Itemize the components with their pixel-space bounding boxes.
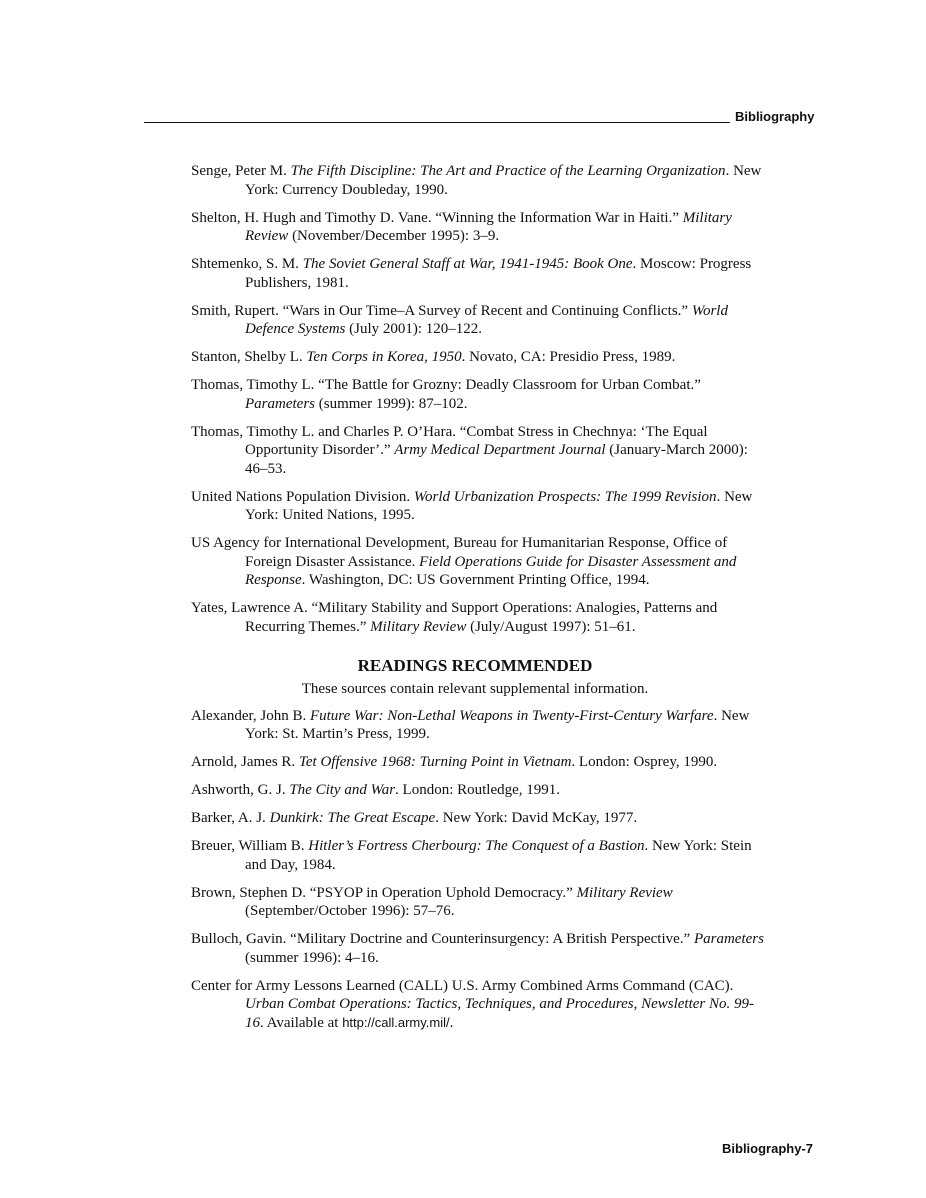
entry-title: World Urbanization Prospects: The 1999 Revision <box>413 488 717 505</box>
bibliography-entry <box>191 809 771 828</box>
bibliography-entry <box>191 376 771 413</box>
bibliography-entry <box>191 423 771 479</box>
header-rule <box>144 122 730 123</box>
bibliography-entry <box>191 488 771 525</box>
bibliography-entry <box>191 348 771 367</box>
entry-text: . New York: Stein and Day, 1984. <box>245 838 752 873</box>
entry-title: Parameters <box>693 931 764 947</box>
entry-text: . New York: United Nations, 1995. <box>245 488 753 523</box>
entry-title: Parameters <box>245 395 315 412</box>
entry-text: Yates, Lawrence A. “Military Stability and Support Operations: Analogies, Patterns and Recurring Themes.” <box>191 600 718 635</box>
entry-text: United Nations Population Division. <box>191 488 414 505</box>
entry-text: . Available at <box>260 1014 343 1031</box>
entry-text: (July/August 1997): 51–61. <box>466 618 636 635</box>
entry-text: . Washington, DC: US Government Printing Office, 1994. <box>301 572 650 588</box>
entry-text: Brown, Stephen D. “PSYOP in Operation Uphold Democracy.” <box>191 884 577 901</box>
running-header: Bibliography <box>735 109 815 124</box>
entry-text: Bulloch, Gavin. “Military Doctrine and Counterinsurgency: A British Perspective.” <box>191 931 694 947</box>
entry-text: Arnold, James R. <box>191 754 299 770</box>
entry-text: . New York: David McKay, 1977. <box>435 810 638 826</box>
entry-url[interactable]: http://call.army.mil/ <box>342 1014 450 1030</box>
entry-title: Ten Corps in Korea, 1950 <box>306 349 462 365</box>
entry-text: Smith, Rupert. “Wars in Our Time–A Survey of Recent and Continuing Conflicts.” <box>191 302 692 319</box>
entry-text: (November/December 1995): 3–9. <box>288 228 500 244</box>
entry-title: Military Review <box>370 618 467 635</box>
bibliography-entry <box>191 930 771 967</box>
entry-title: Military Review <box>576 884 673 901</box>
entry-text: Thomas, Timothy L. and Charles P. O’Hara. “Combat Stress in Chechnya: ‘The Equal Opportunity Disorder’.” <box>191 423 708 458</box>
entry-text: . London: Routledge, 1991. <box>395 782 561 798</box>
bibliography-entry <box>191 302 771 339</box>
section-heading: READINGS RECOMMENDED <box>357 656 593 675</box>
bibliography-entry <box>191 255 771 292</box>
entry-title: Military Review <box>245 209 732 244</box>
entry-title: Urban Combat Operations: Tactics, Techniques, and Procedures, Newsletter No. 99-16 <box>245 996 755 1031</box>
entry-text: (January-March 2000): 46–53. <box>245 442 748 477</box>
entry-text: (summer 1999): 87–102. <box>315 395 468 412</box>
entry-text: Stanton, Shelby L. <box>191 349 307 365</box>
entry-text: Shtemenko, S. M. <box>191 256 303 272</box>
bibliography-entry <box>191 753 771 772</box>
entry-title: Tet Offensive 1968: Turning Point in Vietnam <box>298 754 572 770</box>
entry-text: (summer 1996): 4–16. <box>245 949 379 966</box>
entry-text: (September/October 1996): 57–76. <box>245 903 455 919</box>
entry-text: Breuer, William B. <box>191 838 309 854</box>
entry-text: Alexander, John B. <box>191 707 310 724</box>
bibliography-entry <box>191 977 771 1033</box>
bibliography-entry <box>191 599 771 636</box>
entry-text: Thomas, Timothy L. “The Battle for Grozny: Deadly Classroom for Urban Combat.” <box>191 377 701 393</box>
entry-title: Army Medical Department Journal <box>394 442 606 458</box>
entry-title: The City and War <box>289 782 396 798</box>
bibliography-entry <box>191 534 771 590</box>
entry-text: . Moscow: Progress Publishers, 1981. <box>245 256 752 291</box>
entry-title: Dunkirk: The Great Escape <box>269 810 436 826</box>
entry-text: Center for Army Lessons Learned (CALL) U.S. Army Combined Arms Command (CAC). <box>191 977 734 994</box>
bibliography-entry <box>191 162 771 199</box>
entry-text: . New York: Currency Doubleday, 1990. <box>245 163 762 198</box>
entry-text: . <box>449 1014 454 1031</box>
bibliography-entry <box>191 837 771 874</box>
page-number: Bibliography-7 <box>722 1141 814 1156</box>
entry-title: Future War: Non-Lethal Weapons in Twenty-First-Century Warfare <box>309 707 714 724</box>
entry-title: The Soviet General Staff at War, 1941-1945: Book One <box>302 256 633 272</box>
entry-text: Ashworth, G. J. <box>191 782 290 798</box>
entry-text: Shelton, H. Hugh and Timothy D. Vane. “Winning the Information War in Haiti.” <box>191 209 683 226</box>
entry-text: . Novato, CA: Presidio Press, 1989. <box>461 349 676 365</box>
bibliography-entry <box>191 209 771 246</box>
entry-text: . London: Osprey, 1990. <box>571 754 718 770</box>
entry-title: Field Operations Guide for Disaster Assessment and Response <box>245 553 737 588</box>
entry-text: Barker, A. J. <box>191 810 270 826</box>
entry-text: US Agency for International Development, Bureau for Humanitarian Response, Office of Foreign Disaster Assistance. <box>191 535 728 570</box>
bibliography-entry <box>191 707 771 744</box>
entry-text: Senge, Peter M. <box>191 163 291 179</box>
entry-text: (July 2001): 120–122. <box>345 321 483 337</box>
bibliography-entry <box>191 884 771 921</box>
reference-list <box>191 162 771 636</box>
entry-title: Hitler’s Fortress Cherbourg: The Conquest of a Bastion <box>308 838 645 854</box>
section-note: These sources contain relevant supplemental information. <box>301 681 649 697</box>
recommended-reading-list <box>191 707 771 1033</box>
entry-text: . New York: St. Martin’s Press, 1999. <box>245 707 750 742</box>
entry-title: World Defence Systems <box>245 302 728 337</box>
bibliography-body <box>191 162 771 1042</box>
bibliography-entry <box>191 781 771 800</box>
entry-title: The Fifth Discipline: The Art and Practice of the Learning Organization <box>290 163 726 179</box>
